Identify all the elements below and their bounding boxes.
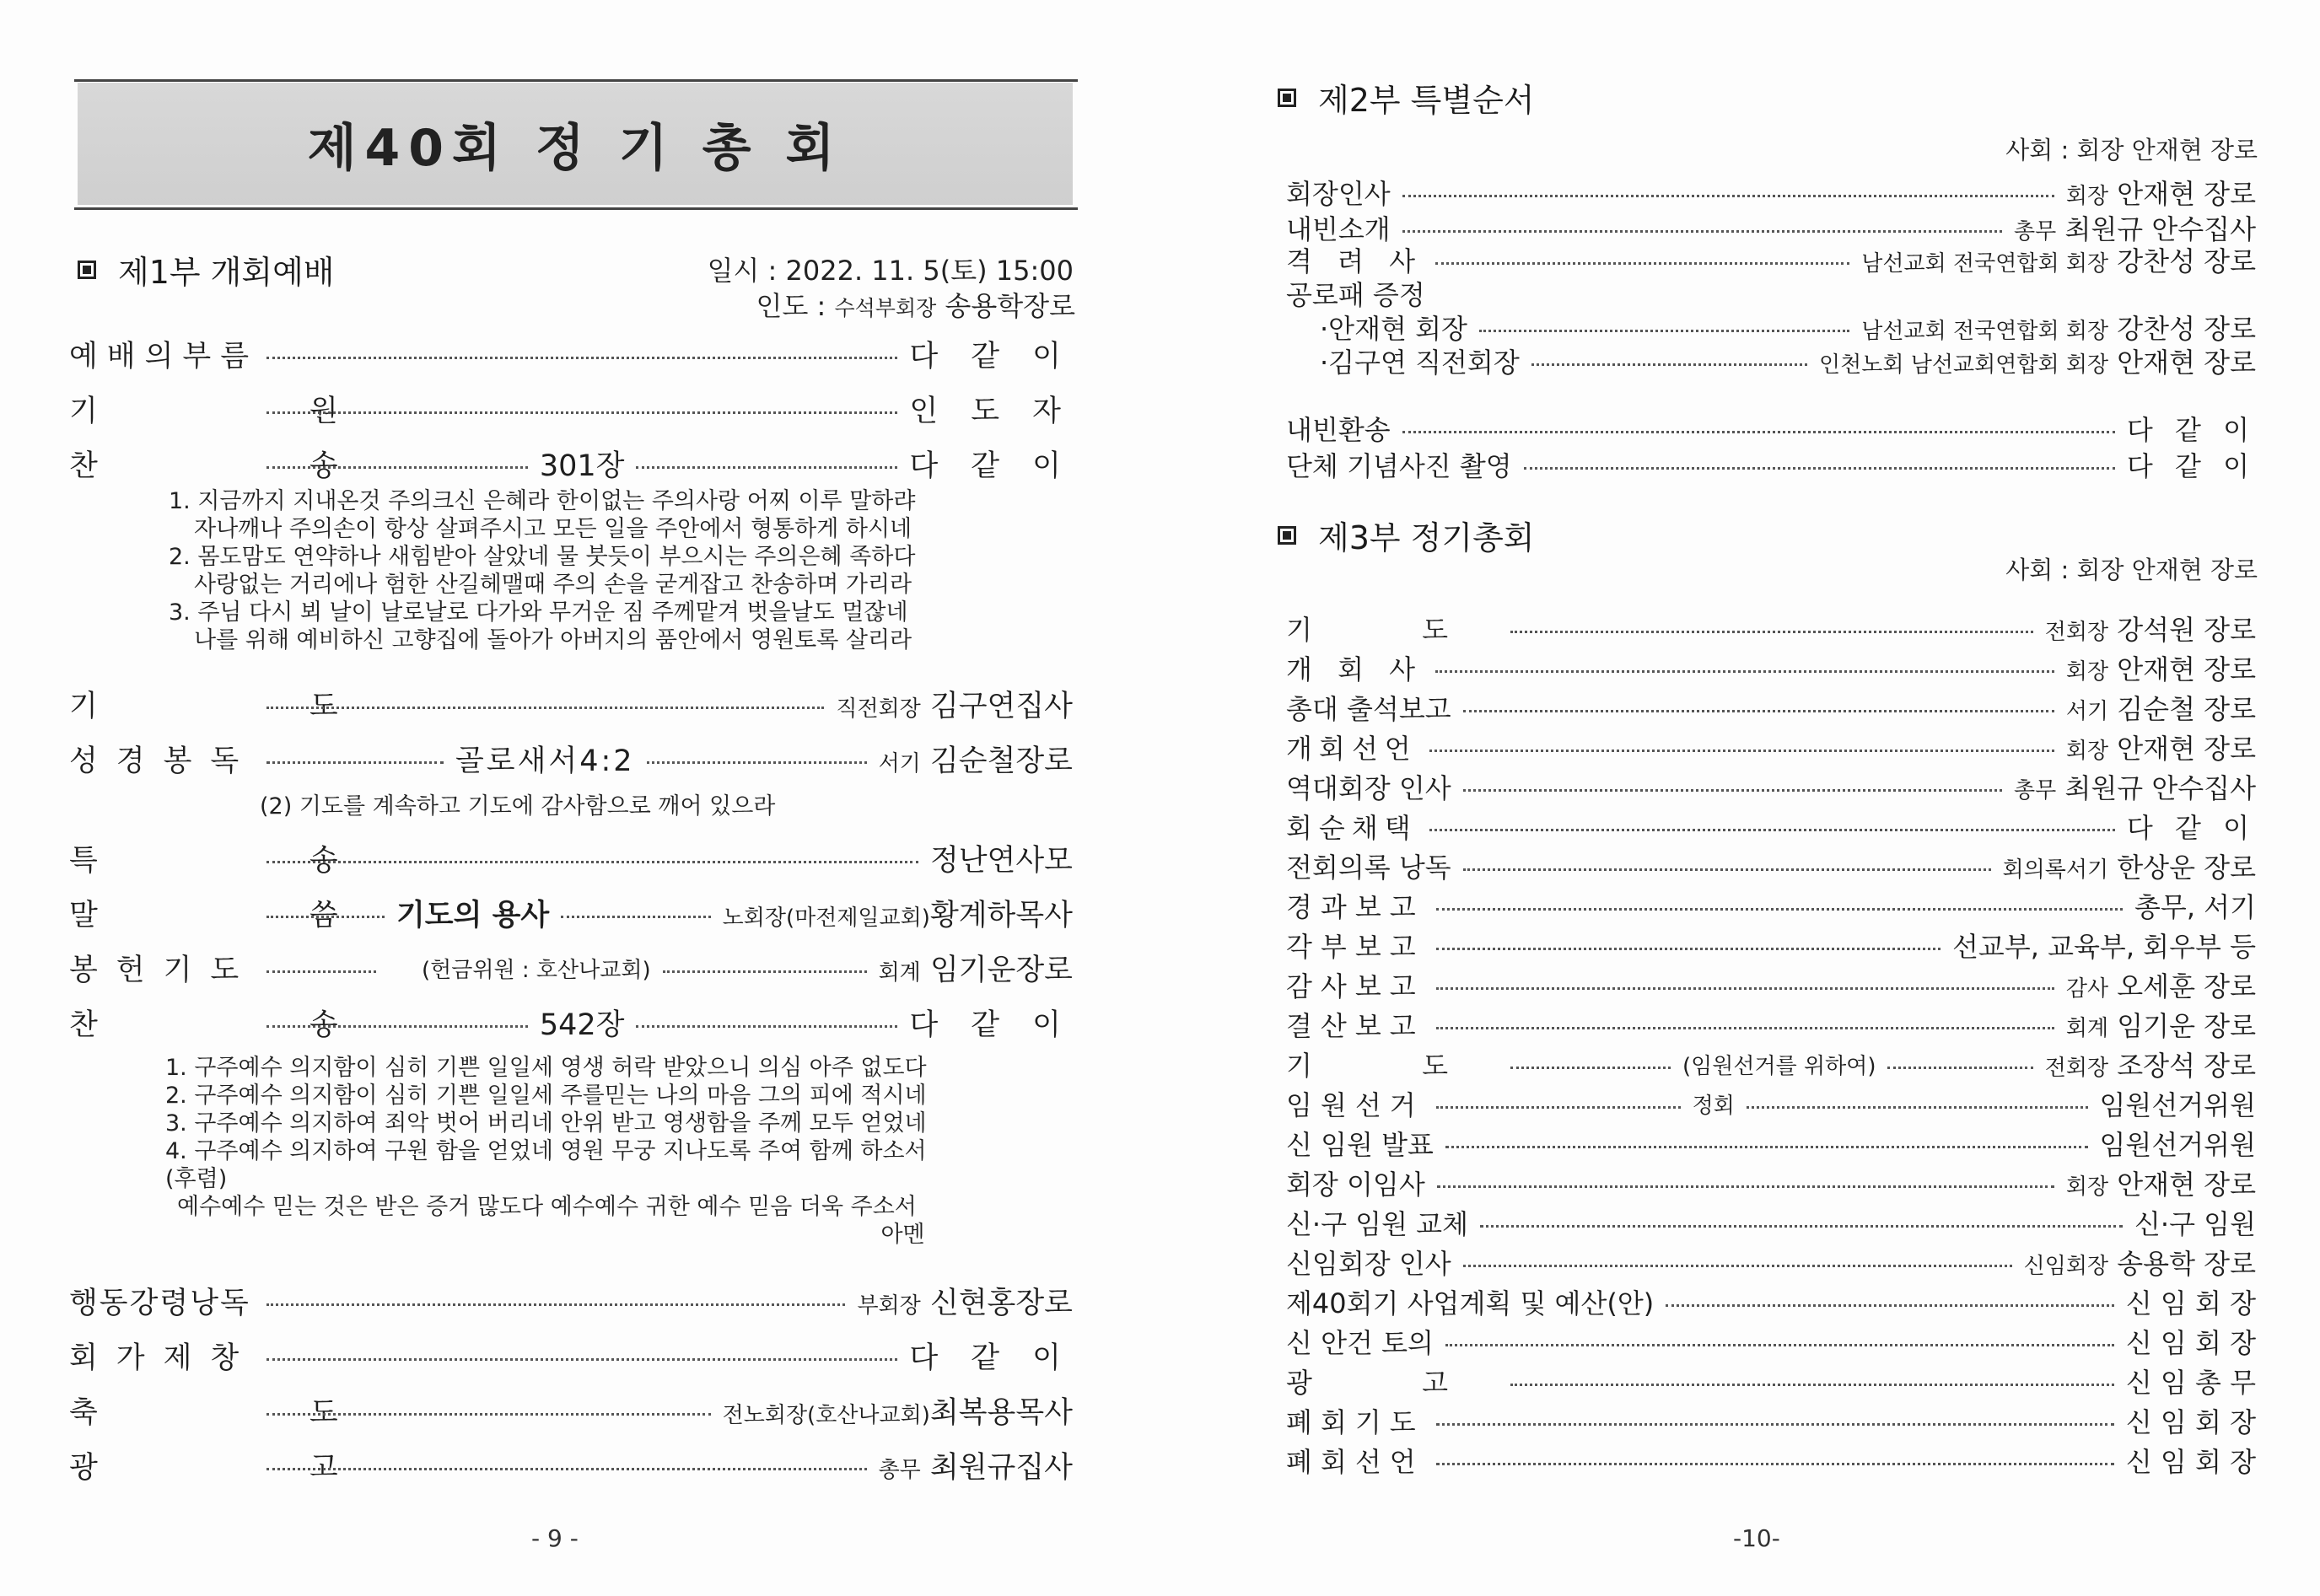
section-square-icon <box>1278 526 1296 545</box>
item-person: 남선교회 전국연합회 회장 강찬성 장로 <box>1861 245 2256 277</box>
program-row <box>69 335 1073 373</box>
program-row <box>1286 610 2256 646</box>
item-name: 신·구 임원 <box>2134 1208 2256 1240</box>
hymn-301-lyrics <box>169 487 915 654</box>
title-top-rule <box>74 79 1078 82</box>
item-label: ·김구연 직전회장 <box>1320 347 1520 379</box>
item-label: 특 송 <box>69 844 439 878</box>
program-row <box>1286 1007 2256 1042</box>
item-person: 전회장 조장석 장로 <box>2044 1050 2256 1082</box>
hymn-line: 나를 위해 예비하신 고향집에 돌아가 아버지의 품안에서 영원토록 살리라 <box>194 627 912 653</box>
leader-dots <box>1463 868 1991 871</box>
program-row <box>69 1282 1073 1320</box>
program-subrow <box>1320 343 2256 379</box>
program-row <box>1286 967 2256 1002</box>
leader-dots <box>1463 789 2002 792</box>
program-row <box>69 839 1073 878</box>
item-label: 역대회장 인사 <box>1286 772 1451 804</box>
leader-dots <box>1435 262 1849 265</box>
leader-dots <box>1429 829 2115 831</box>
date-label: 일시 : <box>707 255 778 287</box>
date-line <box>708 250 1074 288</box>
program-row <box>1286 242 2256 277</box>
hymn-line: (후렴) <box>165 1166 228 1192</box>
program-row <box>1286 1284 2256 1319</box>
program-row <box>1286 276 2256 311</box>
item-label: 기 원 <box>69 395 439 428</box>
item-person: 총무 최원규집사 <box>878 1451 1073 1485</box>
leader-dots <box>1524 467 2115 470</box>
item-person: 노회장(마전제일교회)황계하목사 <box>722 899 1073 932</box>
item-name: 임원선거위원 <box>2099 1089 2256 1121</box>
item-detail: 골로새서4:2 <box>455 744 635 778</box>
hymn-line: 자나깨나 주의손이 항상 살펴주시고 모든 일을 주안에서 형통하게 하시네 <box>194 516 912 542</box>
item-label: ·안재현 회장 <box>1320 313 1467 345</box>
leader-dots <box>266 1468 867 1470</box>
item-label: 기 도 <box>1286 1050 1499 1082</box>
leader-dots <box>1436 908 2123 911</box>
title-bottom-rule <box>74 207 1078 210</box>
item-label: 감사보고 <box>1286 970 1424 1002</box>
item-name: 다 같 이 <box>909 1341 1073 1375</box>
leader-dots <box>636 1025 897 1028</box>
program-row <box>1286 1403 2256 1438</box>
program-row <box>1286 1324 2256 1359</box>
leader-dots <box>266 761 444 764</box>
item-person: 서기 김순철장로 <box>878 744 1073 778</box>
program-row <box>69 390 1073 428</box>
item-label: 말 씀 <box>69 899 439 932</box>
leader-name: 송용학장로 <box>945 290 1075 322</box>
program-row <box>69 1003 1073 1042</box>
item-label: 총대 출석보고 <box>1286 693 1451 725</box>
item-label: 행동강령낭독 <box>69 1287 250 1320</box>
item-name: 신 임 회 장 <box>2125 1446 2256 1478</box>
program-row <box>69 685 1073 723</box>
item-person: 회의록서기 한상운 장로 <box>2002 852 2256 884</box>
program-row <box>1286 769 2256 804</box>
part2-heading-text: 제2부 특별순서 <box>1318 82 1535 119</box>
item-name: 인 도 자 <box>909 395 1073 428</box>
item-label: 공로패 증정 <box>1286 279 1425 311</box>
part1-heading <box>78 246 335 293</box>
item-label: 광 고 <box>69 1451 439 1485</box>
item-person: 인천노회 남선교회연합회 회장 안재현 장로 <box>1819 347 2256 379</box>
leader-dots <box>1402 195 2054 197</box>
leader-dots <box>1510 631 2033 633</box>
item-person: 회장 안재현 장로 <box>2065 733 2256 765</box>
item-detail: 542장 <box>539 1008 625 1042</box>
item-label: 회순채택 <box>1286 812 1418 844</box>
program-row <box>69 444 1073 483</box>
hymn-542-lyrics <box>165 1054 927 1249</box>
item-person: 신임회장 송용학 장로 <box>2023 1248 2256 1280</box>
item-name: 신 임 회 장 <box>2125 1327 2256 1359</box>
item-label: 기 도 <box>69 690 439 723</box>
leader-dots <box>1436 948 1941 950</box>
part2-heading <box>1278 74 1535 121</box>
program-row <box>1286 888 2256 923</box>
part1-heading-text: 제1부 개회예배 <box>118 254 335 291</box>
item-label: 광 고 <box>1286 1367 1499 1399</box>
program-row <box>1286 650 2256 685</box>
leader-dots <box>1445 1344 2114 1346</box>
leader-dots <box>266 916 385 918</box>
item-name: 다 같 이 <box>2126 414 2256 446</box>
item-label: 신 안건 토의 <box>1286 1327 1434 1359</box>
leader-dots <box>636 466 897 469</box>
leader-dots <box>1510 1384 2114 1386</box>
leader-dots <box>1402 431 2115 433</box>
item-label: 결산보고 <box>1286 1010 1424 1042</box>
item-name: 선교부, 교육부, 회우부 등 <box>1952 931 2256 963</box>
hymn-line: 2. 몸도맘도 연약하나 새힘받아 살았네 물 붓듯이 부으시는 주의은혜 족하다 <box>169 544 916 570</box>
leader-dots <box>1402 230 2002 233</box>
item-label: 전회의록 낭독 <box>1286 852 1451 884</box>
leader-dots <box>1480 1225 2123 1228</box>
program-row <box>1286 1165 2256 1201</box>
page-number: - 9 - <box>531 1524 579 1552</box>
program-row <box>69 1391 1073 1430</box>
item-label: 신 임원 발표 <box>1286 1129 1434 1161</box>
leader-dots <box>1747 1106 2088 1109</box>
item-person: 총무 최원규 안수집사 <box>2014 772 2256 804</box>
item-label: 각부보고 <box>1286 931 1424 963</box>
leader-dots <box>266 357 897 359</box>
hymn-line: 3. 구주예수 의지하여 죄악 벗어 버리네 안위 받고 영생함을 주께 모두 얻었네 <box>165 1110 927 1137</box>
hymn-line: 예수예수 믿는 것은 받은 증거 많도다 예수예수 귀한 예수 믿음 더욱 주소서 <box>177 1194 917 1220</box>
leader-dots <box>266 1358 897 1361</box>
item-person: 전노회장(호산나교회)최복용목사 <box>722 1396 1073 1430</box>
item-label: 축 도 <box>69 1396 439 1430</box>
leader-dots <box>1510 1067 1671 1069</box>
leader-line <box>756 285 1075 324</box>
item-label: 예배의부름 <box>69 340 259 373</box>
leader-dots <box>1887 1067 2032 1069</box>
item-name: 임원선거위원 <box>2099 1129 2256 1161</box>
program-row <box>69 1446 1073 1485</box>
program-row <box>69 739 1073 778</box>
hymn-line: 4. 구주예수 의지하여 구원 함을 얻었네 영원 무궁 지나도록 주여 함께 하소서 <box>165 1138 927 1164</box>
item-name: 신 임 회 장 <box>2125 1406 2256 1438</box>
item-label: 경과보고 <box>1286 891 1424 923</box>
program-row <box>69 1336 1073 1375</box>
program-row <box>1286 848 2256 884</box>
item-name: 다 같 이 <box>909 449 1073 483</box>
item-label: 회가제창 <box>69 1341 258 1375</box>
item-person: 회장 안재현 장로 <box>2065 178 2256 210</box>
section-square-icon <box>78 261 96 279</box>
program-row <box>1286 1086 2256 1121</box>
leader-dots <box>1463 710 2054 712</box>
hymn-line: 사랑없는 거리에나 험한 산길헤맬때 주의 손을 굳게잡고 찬송하며 가리라 <box>194 572 912 598</box>
program-row <box>1286 927 2256 963</box>
item-label: 기 도 <box>1286 614 1499 646</box>
item-name: 다 같 이 <box>2126 812 2256 844</box>
item-person: 전회장 강석원 장로 <box>2044 614 2256 646</box>
item-detail: 정회 <box>1692 1093 1735 1119</box>
item-label: 격 려 사 <box>1286 245 1424 277</box>
leader-dots <box>266 411 897 414</box>
leader-dots <box>647 761 867 764</box>
part3-heading <box>1278 512 1535 558</box>
item-label: 임원선거 <box>1286 1089 1424 1121</box>
leader-role: 수석부회장 <box>834 296 937 320</box>
item-label: 내빈소개 <box>1286 213 1391 245</box>
program-row <box>1286 729 2256 765</box>
leader-dots <box>663 970 867 973</box>
item-name: 총무, 서기 <box>2134 891 2256 923</box>
program-row <box>1286 411 2256 446</box>
leader-dots <box>1463 1265 2012 1267</box>
item-person: 회장 안재현 장로 <box>2065 653 2256 685</box>
sermon-title: 기도의 용사 <box>396 899 550 932</box>
item-detail: (임원선거를 위하여) <box>1682 1053 1876 1079</box>
item-person: 회장 안재현 장로 <box>2065 1169 2256 1201</box>
leader-dots <box>1436 1463 2114 1465</box>
item-name: 다 같 이 <box>909 1008 1073 1042</box>
program-row <box>1286 1244 2256 1280</box>
leader-dots <box>1666 1304 2114 1307</box>
part3-host: 사회 : 회장 안재현 장로 <box>2005 556 2258 584</box>
program-subrow <box>1320 309 2256 345</box>
scripture-note: (2) 기도를 계속하고 기도에 감사함으로 깨어 있으라 <box>260 793 776 819</box>
page-title: 제40회 정 기 총 회 <box>307 118 843 178</box>
leader-dots <box>266 707 824 709</box>
item-person: 감사 오세훈 장로 <box>2065 970 2256 1002</box>
page-number: -10- <box>1733 1524 1780 1552</box>
item-name: 다 같 이 <box>909 340 1073 373</box>
leader-dots <box>1531 363 1807 366</box>
leader-dots <box>1436 1423 2114 1426</box>
right-page <box>1160 0 2320 1596</box>
item-name: 신 임 총 무 <box>2125 1367 2256 1399</box>
program-row <box>1286 1363 2256 1399</box>
part3-heading-text: 제3부 정기총회 <box>1318 519 1535 556</box>
leader-dots <box>561 916 710 918</box>
program-row <box>1286 809 2256 844</box>
item-person: 남선교회 전국연합회 회장 강찬성 장로 <box>1861 313 2256 345</box>
program-row <box>1286 1046 2256 1082</box>
section-square-icon <box>1278 89 1296 107</box>
leader-dots <box>1445 1146 2088 1148</box>
program-row <box>1286 1126 2256 1161</box>
leader-dots <box>1435 670 2054 673</box>
item-label: 폐회기도 <box>1286 1406 1424 1438</box>
program-row <box>69 948 1073 987</box>
program-row <box>1286 1443 2256 1478</box>
leader-dots <box>1437 1185 2054 1188</box>
item-label: 개회선언 <box>1286 733 1418 765</box>
item-label: 제40회기 사업계획 및 예산(안) <box>1286 1287 1655 1319</box>
leader-dots <box>266 861 918 863</box>
leader-dots <box>1479 330 1849 332</box>
hymn-amen: 아멘 <box>880 1222 925 1248</box>
part2-host: 사회 : 회장 안재현 장로 <box>2005 136 2258 164</box>
leader-dots <box>266 970 376 973</box>
item-person: 서기 김순철 장로 <box>2065 693 2256 725</box>
title-banner <box>78 83 1073 205</box>
hymn-line: 1. 구주예수 의지함이 심히 기쁜 일일세 영생 허락 받았으니 의심 아주 없도다 <box>165 1055 927 1081</box>
item-name: 정난연사모 <box>929 844 1073 878</box>
item-label: 단체 기념사진 촬영 <box>1286 450 1512 482</box>
item-label: 개 회 사 <box>1286 653 1424 685</box>
item-label: 내빈환송 <box>1286 414 1391 446</box>
item-label: 회장 이임사 <box>1286 1169 1425 1201</box>
leader-dots <box>266 466 528 469</box>
program-row <box>1286 690 2256 725</box>
program-row <box>69 894 1073 932</box>
program-row <box>1286 1205 2256 1240</box>
item-person: 회계 임기운 장로 <box>2065 1010 2256 1042</box>
item-label: 폐회선언 <box>1286 1446 1424 1478</box>
item-person: 직전회장 김구연집사 <box>836 690 1073 723</box>
item-label: 신·구 임원 교체 <box>1286 1208 1468 1240</box>
item-name: 다 같 이 <box>2126 450 2256 482</box>
item-person: 총무 최원규 안수집사 <box>2014 213 2256 245</box>
item-name: 신 임 회 장 <box>2125 1287 2256 1319</box>
leader-dots <box>1429 750 2054 752</box>
item-person: 회계 임기운장로 <box>878 954 1073 987</box>
item-person: 부회장 신현홍장로 <box>857 1287 1073 1320</box>
item-detail: (헌금위원 : 호산나교회) <box>422 957 651 983</box>
leader-dots <box>1436 1027 2054 1029</box>
item-label: 찬 송 <box>69 449 439 483</box>
leader-dots <box>266 1303 845 1306</box>
leader-label: 인도 : <box>756 290 826 322</box>
program-row <box>1286 175 2256 210</box>
item-detail: 301장 <box>539 449 625 483</box>
hymn-line: 2. 구주예수 의지함이 심히 기쁜 일일세 주를믿는 나의 마음 그의 피에 적시네 <box>165 1083 927 1109</box>
item-label: 찬 송 <box>69 1008 439 1042</box>
item-label: 신임회장 인사 <box>1286 1248 1451 1280</box>
hymn-line: 1. 지금까지 지내온것 주의크신 은혜라 한이없는 주의사랑 어찌 이루 말하랴 <box>169 488 916 514</box>
hymn-line: 3. 주님 다시 뵈 날이 날로날로 다가와 무거운 짐 주께맡겨 벗을날도 멀잖네 <box>169 599 908 626</box>
leader-dots <box>1436 987 2054 990</box>
leader-dots <box>1436 1106 1681 1109</box>
program-row <box>1286 447 2256 482</box>
item-label: 성경봉독 <box>69 744 258 778</box>
item-label: 회장인사 <box>1286 178 1391 210</box>
item-label: 봉헌기도 <box>69 954 258 987</box>
leader-dots <box>266 1413 711 1416</box>
date-value: 2022. 11. 5(토) 15:00 <box>785 255 1074 287</box>
leader-dots <box>266 1025 528 1028</box>
